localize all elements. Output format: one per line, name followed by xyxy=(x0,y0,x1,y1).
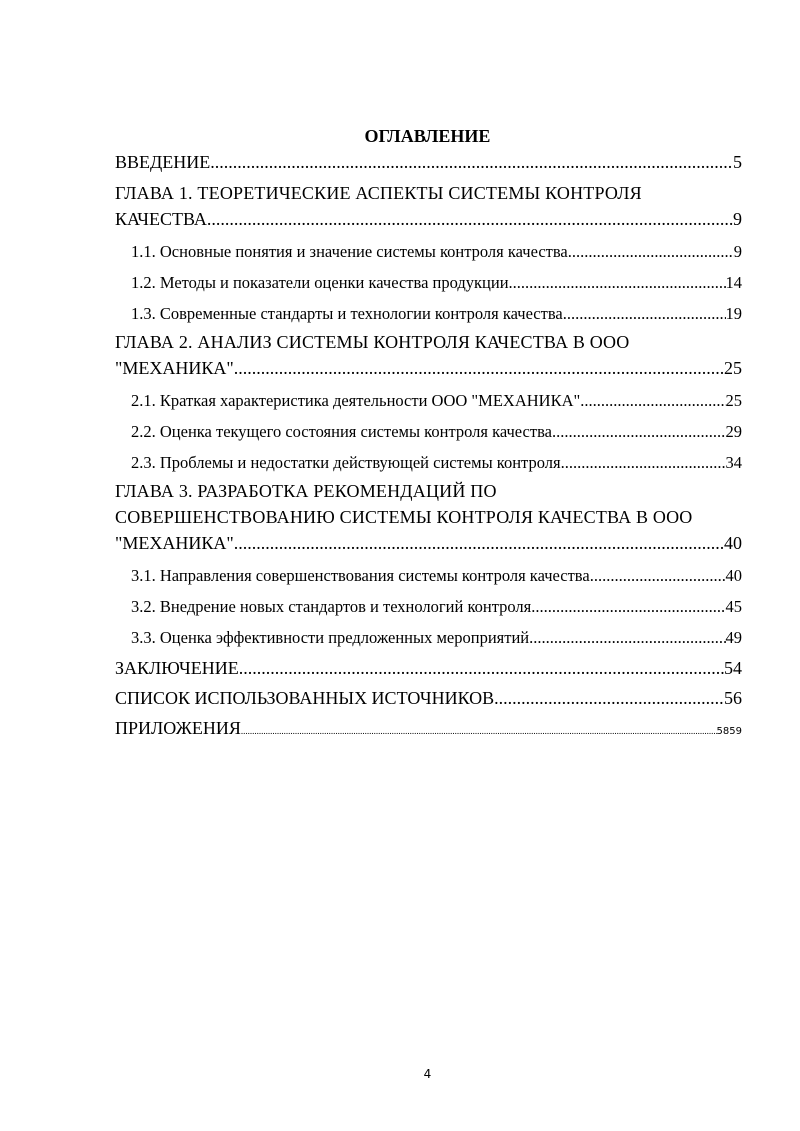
toc-entry-section-1-3[interactable] xyxy=(115,303,742,325)
dot-leader xyxy=(239,655,724,681)
dot-leader xyxy=(531,596,725,618)
toc-entry-conclusion[interactable] xyxy=(115,655,742,681)
dot-leader xyxy=(563,303,726,325)
toc-entry-label: "МЕХАНИКА" xyxy=(115,358,234,378)
page-number: 4 xyxy=(423,1067,432,1081)
toc-entry-label-line2: СОВЕРШЕНСТВОВАНИЮ СИСТЕМЫ КОНТРОЛЯ КАЧЕСТВА В ООО xyxy=(115,507,693,527)
toc-entry-label-line1: ГЛАВА 3. РАЗРАБОТКА РЕКОМЕНДАЦИЙ ПО xyxy=(115,481,497,501)
dot-leader xyxy=(210,149,733,175)
dot-leader xyxy=(552,421,726,443)
toc-entry-section-3-1[interactable] xyxy=(115,565,742,587)
toc-entry-page: 45 xyxy=(725,597,742,616)
toc-entry-section-2-3[interactable] xyxy=(115,452,742,474)
toc-entry-section-2-2[interactable] xyxy=(115,421,742,443)
toc-entry-appendices[interactable] xyxy=(115,715,742,745)
dot-leader xyxy=(234,355,724,381)
toc-entry-chapter-2[interactable] xyxy=(115,329,742,381)
toc-entry-page: 34 xyxy=(725,453,742,472)
toc-entry-label: "МЕХАНИКА" xyxy=(115,533,234,553)
toc-entry-section-2-1[interactable] xyxy=(115,390,742,412)
toc-entry-label: 1.3. Современные стандарты и технологии контроля качества xyxy=(131,304,563,323)
toc-entry-label: СПИСОК ИСПОЛЬЗОВАННЫХ ИСТОЧНИКОВ xyxy=(115,688,495,708)
toc-entry-label: ВВЕДЕНИЕ xyxy=(115,152,211,172)
toc-entry-label: ПРИЛОЖЕНИЯ xyxy=(115,718,241,738)
toc-entry-page: 19 xyxy=(725,304,742,323)
toc-entry-label: 2.2. Оценка текущего состояния системы контроля качества xyxy=(131,422,552,441)
toc-entry-label: ЗАКЛЮЧЕНИЕ xyxy=(115,658,239,678)
toc-entry-page: 9 xyxy=(733,209,742,229)
toc-entry-page: 9 xyxy=(733,242,742,261)
toc-entry-label: 3.2. Внедрение новых стандартов и технологий контроля xyxy=(131,597,532,616)
toc-entry-page: 29 xyxy=(725,422,742,441)
dot-leader xyxy=(509,272,726,294)
toc-entry-page: 25 xyxy=(724,358,742,378)
dot-leader xyxy=(241,718,717,744)
toc-heading: ОГЛАВЛЕНИЕ xyxy=(364,126,491,146)
toc-entry-page: 40 xyxy=(724,533,742,553)
dot-leader xyxy=(234,530,724,556)
toc-entry-label: 2.3. Проблемы и недостатки действующей системы контроля xyxy=(131,453,561,472)
toc-entry-page: 54 xyxy=(724,658,742,678)
dot-leader xyxy=(580,390,725,412)
toc-entry-chapter-1[interactable] xyxy=(115,180,742,232)
toc-entry-label: 1.1. Основные понятия и значение системы контроля качества xyxy=(131,242,568,261)
dot-leader xyxy=(529,627,725,649)
dot-leader xyxy=(494,685,724,711)
toc-entry-label-line1: ГЛАВА 2. АНАЛИЗ СИСТЕМЫ КОНТРОЛЯ КАЧЕСТВА В ООО xyxy=(115,332,630,352)
toc-entry-page: 25 xyxy=(725,391,742,410)
toc-entry-page: 40 xyxy=(725,566,742,585)
dot-leader xyxy=(561,452,726,474)
toc-entry-label: 3.1. Направления совершенствования системы контроля качества xyxy=(131,566,590,585)
toc-entry-page: 14 xyxy=(725,273,742,292)
dot-leader xyxy=(568,241,734,263)
toc-entry-references[interactable] xyxy=(115,685,742,711)
toc-entry-page: 49 xyxy=(725,628,742,647)
toc-entry-label: 2.1. Краткая характеристика деятельности ООО "МЕХАНИКА" xyxy=(131,391,581,410)
toc-entry-page: 56 xyxy=(724,688,742,708)
toc-entry-label: 3.3. Оценка эффективности предложенных мероприятий xyxy=(131,628,530,647)
table-of-contents xyxy=(115,146,742,745)
toc-entry-introduction[interactable] xyxy=(115,149,742,175)
toc-entry-section-3-2[interactable] xyxy=(115,596,742,618)
toc-entry-page: 5 xyxy=(733,152,742,172)
toc-entry-label: 1.2. Методы и показатели оценки качества продукции xyxy=(131,273,509,292)
toc-entry-label-line1: ГЛАВА 1. ТЕОРЕТИЧЕСКИЕ АСПЕКТЫ СИСТЕМЫ КОНТРОЛЯ xyxy=(115,183,642,203)
toc-entry-section-1-1[interactable] xyxy=(115,241,742,263)
dot-leader xyxy=(207,206,733,232)
toc-entry-chapter-3[interactable] xyxy=(115,478,742,556)
toc-entry-section-3-3[interactable] xyxy=(115,627,742,649)
toc-entry-section-1-2[interactable] xyxy=(115,272,742,294)
toc-entry-page: 5859 xyxy=(716,726,742,737)
dot-leader xyxy=(590,565,726,587)
toc-entry-label: КАЧЕСТВА xyxy=(115,209,207,229)
